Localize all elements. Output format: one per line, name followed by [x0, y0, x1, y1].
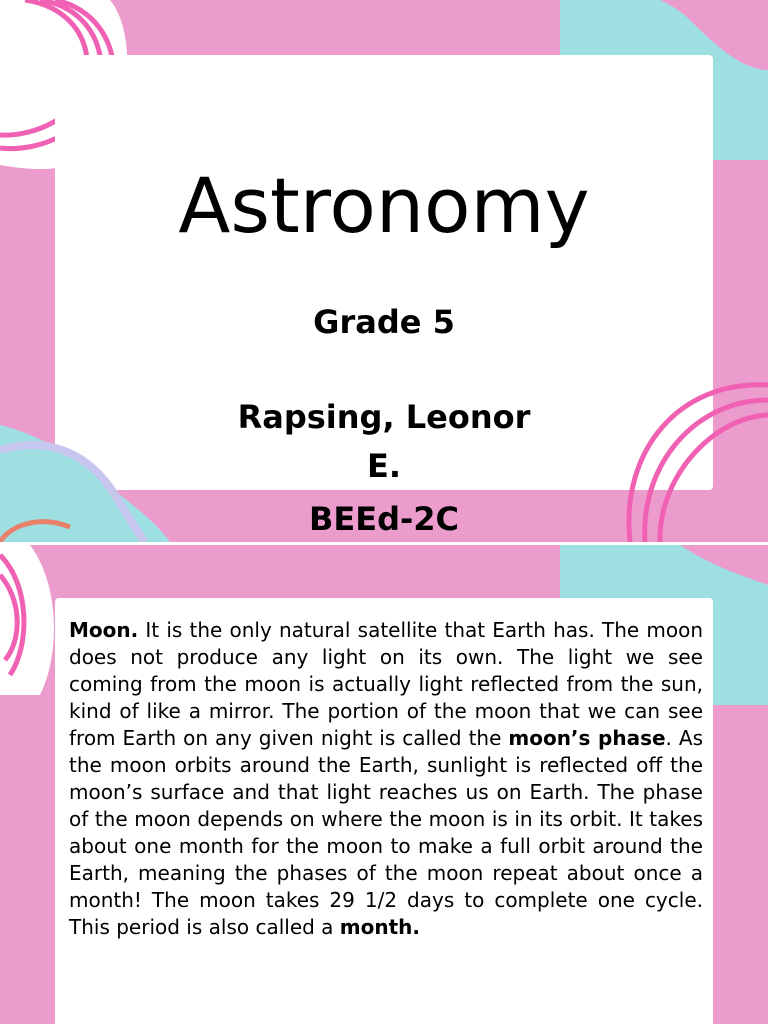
section-label: BEEd-2C — [308, 500, 460, 538]
content-slide — [0, 545, 768, 1024]
grade-label: Grade 5 — [313, 303, 455, 341]
page-title: Astronomy — [178, 161, 590, 250]
author-initial: E. — [366, 447, 401, 485]
term-moon-phase: moon’s phase — [508, 726, 666, 750]
moon-paragraph: Moon. It is the only natural satellite that Earth has. The moon does not produce any light on its own. The light we see coming from the moon is actually light reflected from the sun, kind of like a mirror. The portion of the moon that we can see from Earth on any given night is called the moon’s phase. As the moon orbits around the Earth, sunlight is reflected off the moon’s surface and that light reaches us on Earth. The phase of the moon depends on where the moon is in its orbit. It takes about one month for the moon to make a full orbit around the Earth, meaning the phases of the moon repeat about once a month! The moon takes 29 1/2 days to complete one cycle. This period is also called a month. — [69, 618, 703, 939]
term-month: month. — [339, 915, 421, 939]
author-name: Rapsing, Leonor — [237, 398, 531, 436]
term-moon: Moon. — [69, 618, 139, 642]
